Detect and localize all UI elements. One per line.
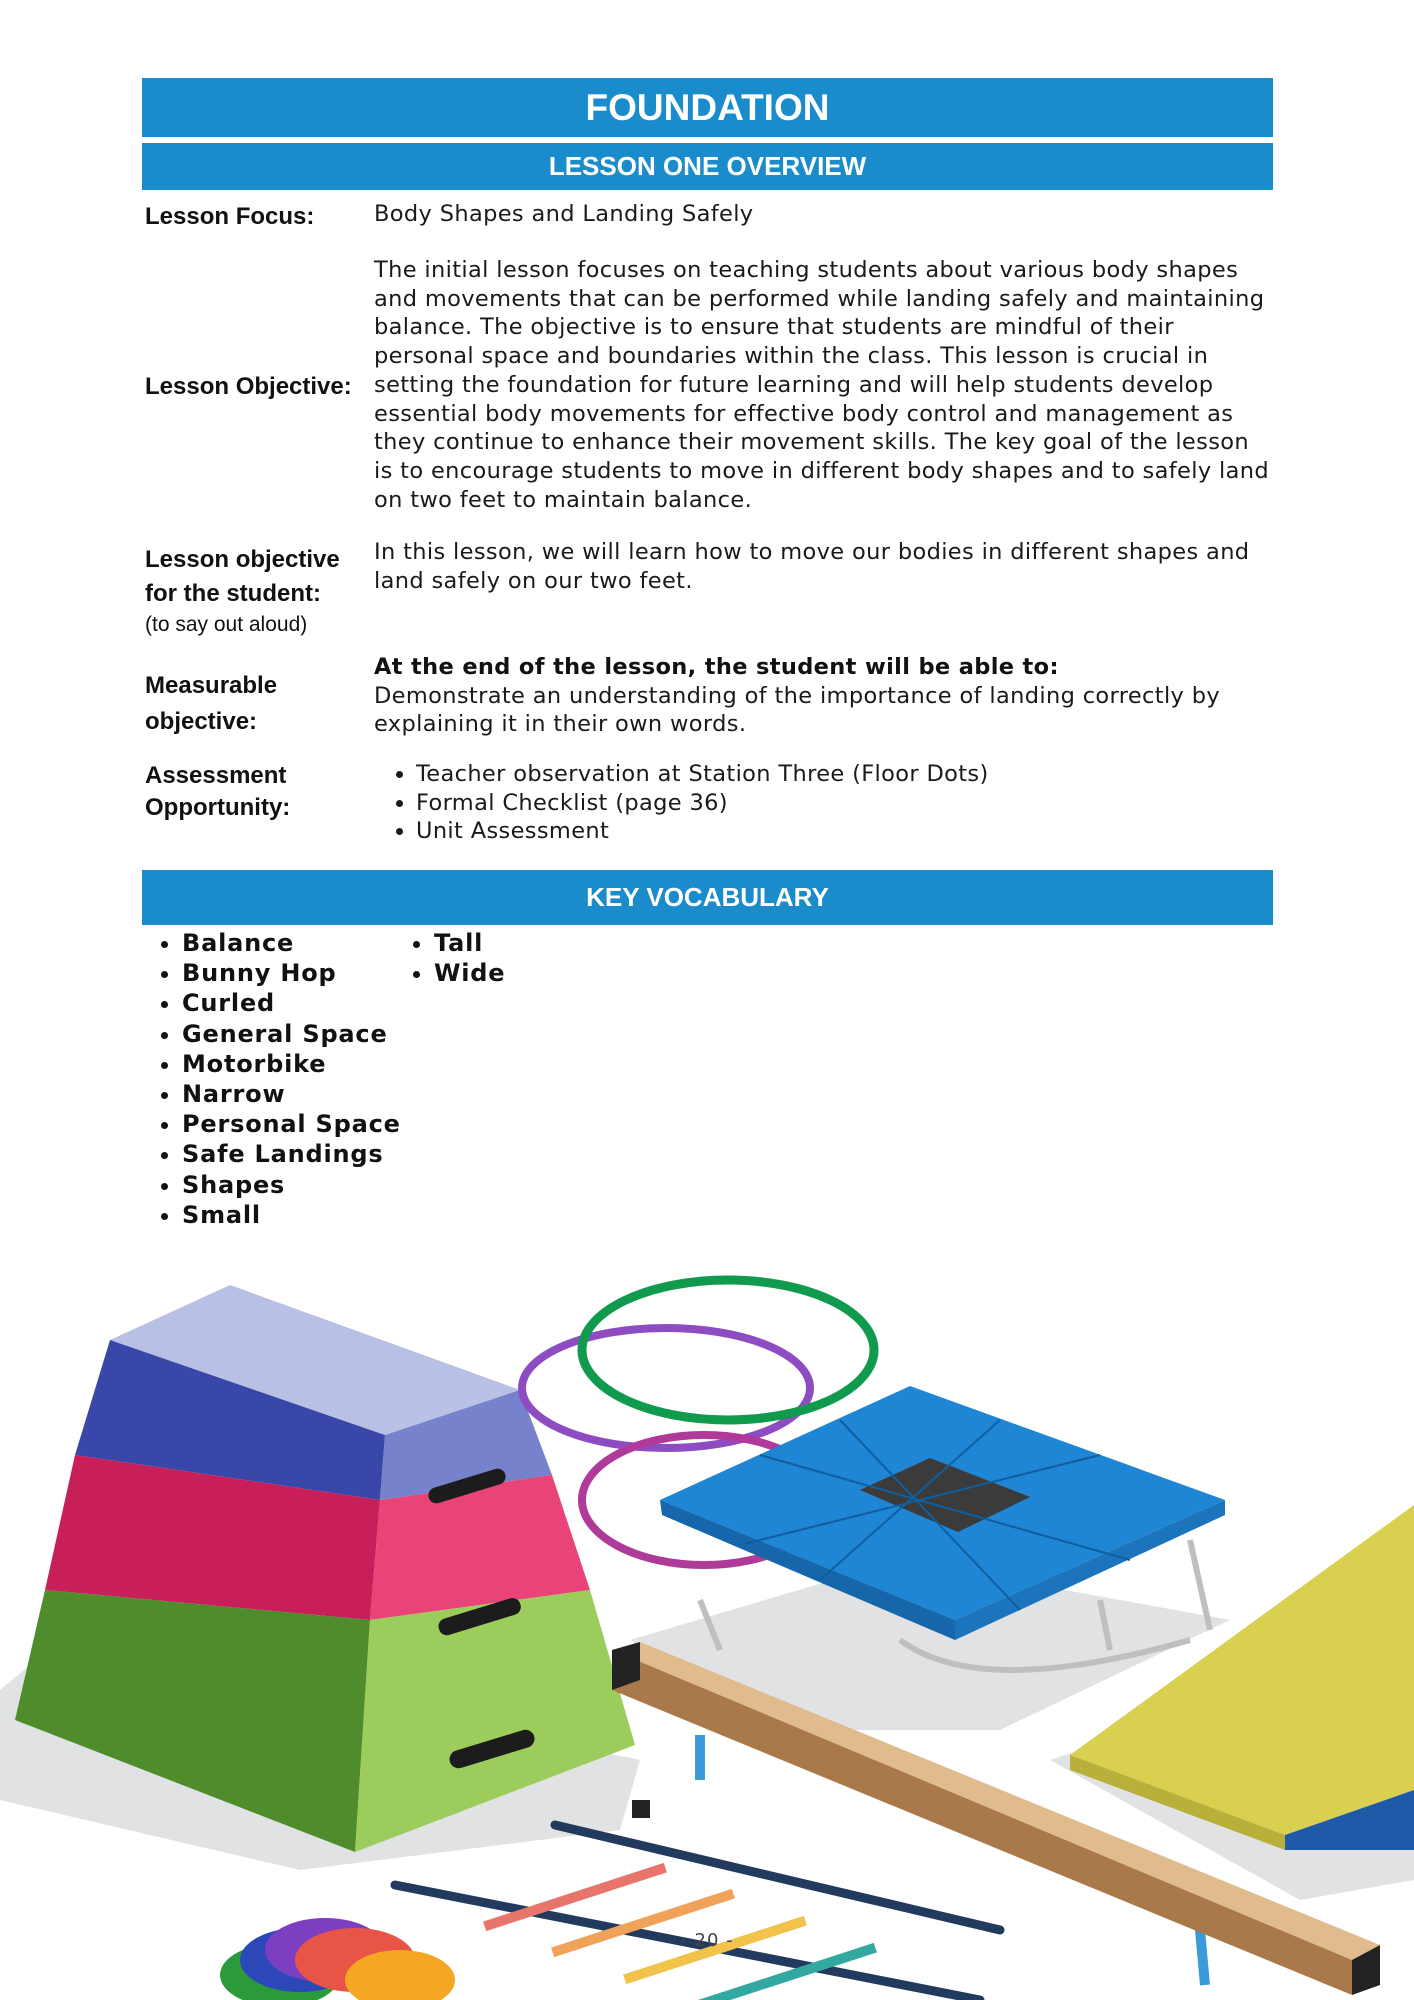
vocabulary-item: • Shapes <box>182 1170 432 1200</box>
vocabulary-item: • Personal Space <box>182 1109 432 1139</box>
assessment-item: • Unit Assessment <box>416 817 1269 846</box>
vocabulary-item: • General Space <box>182 1019 432 1049</box>
measurable-objective-value <box>374 653 1269 739</box>
measurable-label-line1: Measurable <box>145 672 278 699</box>
vocabulary-item: • Motorbike <box>182 1049 432 1079</box>
vocabulary-column-1 <box>146 928 432 1230</box>
assessment-item: • Teacher observation at Station Three (Floor Dots) <box>416 760 1269 789</box>
student-objective-value: In this lesson, we will learn how to move our bodies in different shapes and land safely on our two feet. <box>374 539 1250 594</box>
measurable-heading: At the end of the lesson, the student will be able to: <box>374 654 1059 680</box>
measurable-label-line2: objective: <box>145 708 258 735</box>
section-heading-vocabulary: KEY VOCABULARY <box>142 870 1273 925</box>
student-objective-label <box>145 543 365 639</box>
student-objective-label-line1: Lesson objective <box>145 546 340 573</box>
student-objective-note: (to say out aloud) <box>145 613 308 636</box>
measurable-objective-label <box>145 668 365 740</box>
page-title: FOUNDATION <box>142 78 1273 137</box>
vocabulary-item: • Tall <box>434 928 634 958</box>
vocabulary-item: • Bunny Hop <box>182 958 432 988</box>
agility-ladder <box>395 1825 1000 2000</box>
lesson-objective-value: The initial lesson focuses on teaching students about various body shapes and movements that can be performed while landing safely and maintaining balance. The objective is to ensure that students are mindful of their personal space and boundaries within the class. This lesson is crucial in setting the foundation for future learning and will help students develop essential body movements for effective body control and management as they continue to enhance their movement skills. The key goal of the lesson is to encourage students to move in different body shapes and to safely land on two feet to maintain balance. <box>374 257 1269 513</box>
vocabulary-column-2 <box>398 928 634 988</box>
lesson-focus-label: Lesson Focus: <box>145 203 315 230</box>
vocabulary-item: • Wide <box>434 958 634 988</box>
student-objective-label-line2: for the student: <box>145 580 321 607</box>
lesson-focus-value: Body Shapes and Landing Safely <box>374 201 754 227</box>
lesson-objective-label: Lesson Objective: <box>145 373 352 400</box>
section-heading-overview: LESSON ONE OVERVIEW <box>142 143 1273 190</box>
page-number: - 20 - <box>680 1930 734 1951</box>
assessment-label-line1: Assessment <box>145 762 287 789</box>
assessment-label-line2: Opportunity: <box>145 794 291 821</box>
gym-equipment-illustration <box>0 1270 1414 2000</box>
vocabulary-item: • Curled <box>182 988 432 1018</box>
vocabulary-item: • Balance <box>182 928 432 958</box>
vocabulary-item: • Small <box>182 1200 432 1230</box>
vocabulary-item: • Safe Landings <box>182 1139 432 1169</box>
assessment-label <box>145 760 365 824</box>
assessment-item: • Formal Checklist (page 36) <box>416 789 1269 818</box>
measurable-text: Demonstrate an understanding of the importance of landing correctly by explaining it in their own words. <box>374 682 1221 738</box>
vocabulary-item: • Narrow <box>182 1079 432 1109</box>
assessment-list <box>374 760 1269 846</box>
